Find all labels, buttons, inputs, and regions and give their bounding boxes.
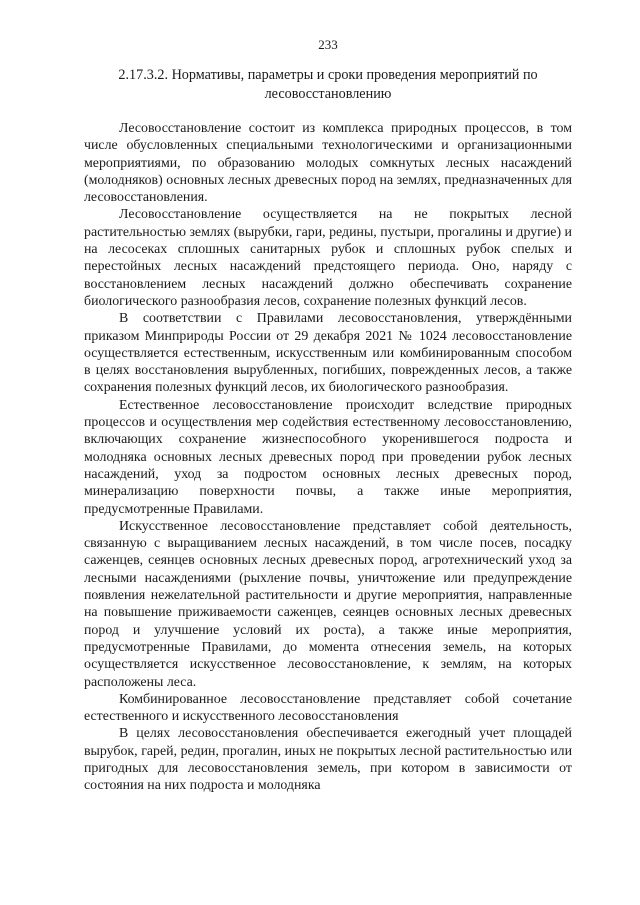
- body-text: [84, 120, 572, 795]
- paragraph: В соответствии с Правилами лесовосстановления, утверждёнными приказом Минприроды России от 29 декабря 2021 № 1024 лесовосстановление осуществляется естественным, искусственным или комбинированным способом в целях восстановления вырубленных, погибших, поврежденных лесов, а также сохранения полезных функций лесов, их биологического разнообразия.: [84, 311, 572, 396]
- section-heading: 2.17.3.2. Нормативы, параметры и сроки проведения мероприятий по лесовосстановлению: [118, 67, 538, 102]
- paragraph: Лесовосстановление состоит из комплекса природных процессов, в том числе обусловленных специальными технологическими и организационными мероприятиями, по образованию молодых сомкнутых лесных насаждений (молодняков) основных лесных древесных пород на землях, предназначенных для лесовосстановления.: [84, 121, 572, 206]
- paragraph: Естественное лесовосстановление происходит вследствие природных процессов и осуществления мер содействия естественному лесовосстановлению, включающих сохранение жизнеспособного укоренившегося подроста и молодняка основных лесных древесных пород при проведении рубок лесных насаждений, уход за подростом основных лесных древесных пород, минерализацию поверхности почвы, а также иные мероприятия, предусмотренные Правилами.: [84, 397, 572, 517]
- page-number: 233: [318, 37, 338, 52]
- paragraph: Лесовосстановление осуществляется на не покрытых лесной растительностью землях (вырубки, гари, редины, пустыри, прогалины и другие) и на лесосеках сплошных санитарных рубок и сплошных рубок спелых и перестойных лесных насаждений предстоящего периода. Оно, наряду с восстановлением лесных насаждений должно обеспечивать сохранение биологического разнообразия лесов, сохранение полезных функций лесов.: [84, 207, 572, 309]
- paragraph: Искусственное лесовосстановление представляет собой деятельность, связанную с выращиванием лесных насаждений, в том числе посев, посадку саженцев, сеянцев основных лесных древесных пород, агротехнический уход за лесными насаждениями (рыхление почвы, уничтожение или предупреждение появления нежелательной растительности и другие мероприятия, направленные на повышение приживаемости саженцев, сеянцев основных лесных древесных пород и улучшение условий их роста), а также иные мероприятия, предусмотренные Правилами, до момента отнесения земель, на которых осуществляется искусственное лесовосстановление, к землям, на которых расположены леса.: [84, 518, 572, 690]
- paragraph: Комбинированное лесовосстановление представляет собой сочетание естественного и искусственного лесовосстановления: [84, 691, 572, 725]
- paragraph: В целях лесовосстановления обеспечивается ежегодный учет площадей вырубок, гарей, редин, прогалин, иных не покрытых лесной растительностью или пригодных для лесовосстановления земель, при котором в зависимости от состояния на них подроста и молодняка: [84, 726, 572, 794]
